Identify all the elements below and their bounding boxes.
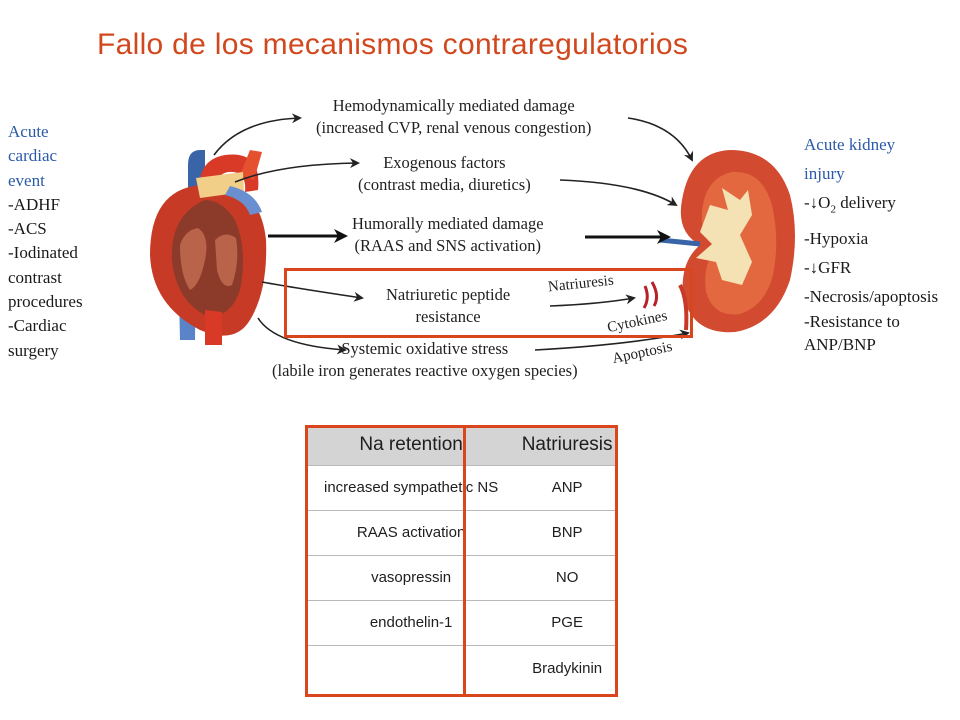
right-heading-2: injury [804, 164, 845, 183]
right-item-resistance: -Resistance to [804, 312, 900, 332]
table-cell: vasopressin [305, 556, 517, 601]
table-row [305, 646, 617, 693]
left-heading-2: cardiac [8, 146, 58, 166]
left-item-iodinated: -Iodinated [8, 243, 78, 263]
table-cell: Bradykinin [517, 646, 617, 693]
pathway-exogenous-line1: Exogenous factors [383, 153, 506, 172]
pathway-natriuretic [386, 284, 510, 328]
header-natriuresis: Natriuresis [517, 425, 617, 466]
page-title: Fallo de los mecanismos contraregulatorios [97, 28, 689, 61]
pathway-hemodynamic-line2: (increased CVP, renal venous congestion) [316, 118, 592, 137]
table-cell: PGE [517, 601, 617, 646]
right-item-anp-bnp: ANP/BNP [804, 335, 876, 355]
pathway-oxidative-line1: Systemic oxidative stress [341, 339, 509, 358]
left-heading-1: Acute [8, 122, 49, 141]
right-item-o2-suffix: delivery [840, 193, 896, 212]
table-cell: ANP [517, 466, 617, 511]
table-cell: endothelin-1 [305, 601, 517, 646]
apoptosis-label: Apoptosis [610, 338, 674, 368]
pathway-hemodynamic [316, 95, 591, 139]
left-item-adhf: -ADHF [8, 194, 60, 214]
pathway-exogenous-line2: (contrast media, diuretics) [358, 175, 531, 194]
right-item-gfr: -↓GFR [804, 258, 852, 278]
o2-subscript: 2 [830, 203, 836, 216]
pathway-humoral-line1: Humorally mediated damage [352, 214, 544, 233]
right-item-o2 [804, 188, 960, 224]
nephron-icon [644, 282, 657, 308]
pathway-hemodynamic-line1: Hemodynamically mediated damage [332, 96, 575, 115]
header-na-retention: Na retention [305, 425, 517, 466]
left-item-contrast: contrast [8, 267, 62, 287]
table-cell: BNP [517, 511, 617, 556]
right-item-hypoxia: -Hypoxia [804, 229, 869, 249]
table-row [305, 466, 617, 511]
pathway-humoral-line2: (RAAS and SNS activation) [354, 236, 542, 255]
pathway-natriuretic-line2: resistance [415, 307, 481, 326]
table-row [305, 511, 617, 556]
kidney-illustration [660, 150, 795, 332]
table-cell [305, 646, 517, 693]
left-item-acs: -ACS [8, 219, 47, 239]
acute-cardiac-event-panel [8, 120, 108, 363]
table-row [305, 556, 617, 601]
table-cell: NO [517, 556, 617, 601]
table-row [305, 601, 617, 646]
table-header-row [305, 425, 617, 466]
pathway-exogenous [358, 152, 531, 196]
pathway-oxidative [272, 338, 578, 382]
pathway-natriuretic-line1: Natriuretic peptide [386, 285, 511, 304]
pathway-humoral [352, 213, 544, 257]
left-item-surgery: surgery [8, 340, 59, 360]
pathway-oxidative-line2: (labile iron generates reactive oxygen species) [272, 361, 578, 380]
heart-illustration [150, 150, 266, 345]
cytokines-label: Cytokines [605, 307, 669, 337]
right-heading-1: Acute kidney [804, 135, 896, 154]
acute-kidney-injury-panel [804, 130, 960, 357]
right-item-necrosis: -Necrosis/apoptosis [804, 287, 939, 307]
na-retention-natriuresis-table [305, 425, 617, 692]
left-item-procedures: procedures [8, 292, 83, 312]
table-cell: RAAS activation [305, 511, 517, 556]
natriuresis-label: Natriuresis [547, 272, 615, 296]
left-heading-3: event [8, 170, 45, 190]
left-item-cardiac: -Cardiac [8, 316, 67, 336]
right-item-o2-prefix: -↓O [804, 193, 831, 212]
table-cell: increased sympathetic NS [305, 466, 517, 511]
